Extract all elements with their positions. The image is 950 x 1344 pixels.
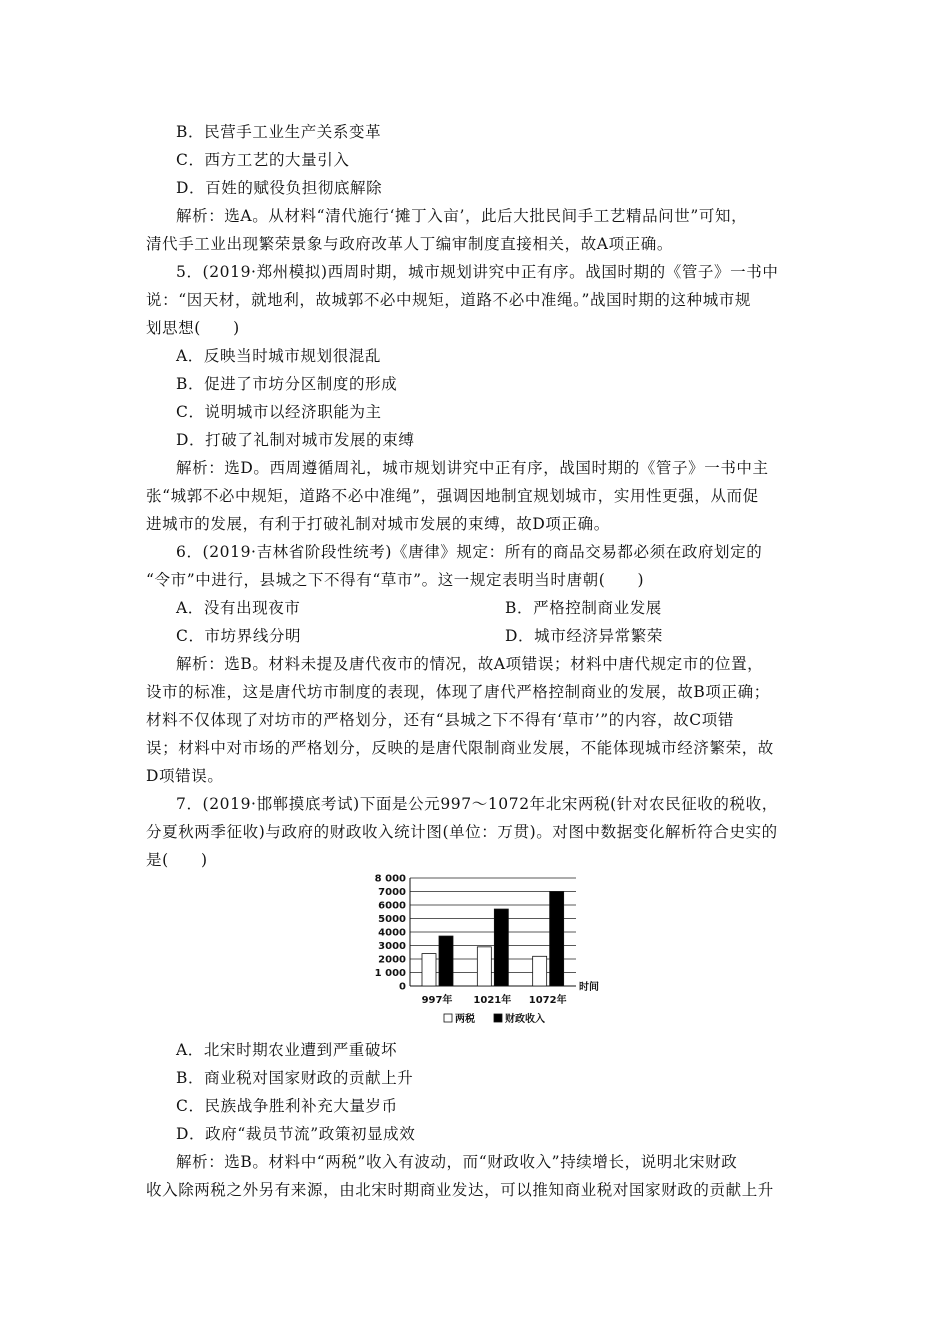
- option-a: A．没有出现夜市: [176, 599, 301, 617]
- question-7-stem: 分夏秋两季征收)与政府的财政收入统计图(单位：万贯)。对图中数据变化解析符合史实的: [146, 823, 778, 841]
- bar-two-taxes: [477, 947, 491, 986]
- y-tick-label: 1 000: [374, 968, 406, 979]
- option-a: A．反映当时城市规划很混乱: [176, 347, 381, 365]
- bar-fiscal-revenue: [494, 909, 508, 986]
- y-tick-label: 5000: [378, 914, 406, 925]
- option-d: D．百姓的赋役负担彻底解除: [176, 179, 383, 197]
- y-tick-label: 6000: [378, 900, 406, 912]
- answer-analysis: 进城市的发展，有利于打破礼制对城市发展的束缚，故D项正确。: [146, 515, 610, 533]
- legend-swatch: [444, 1014, 452, 1022]
- legend-label: 财政收入: [505, 1014, 545, 1025]
- y-tick-label: 8 000: [374, 873, 406, 885]
- bar-two-taxes: [422, 954, 436, 986]
- option-c: C．说明城市以经济职能为主: [176, 403, 382, 421]
- option-c: C．西方工艺的大量引入: [176, 151, 350, 169]
- option-d: D．打破了礼制对城市发展的束缚: [176, 431, 415, 449]
- option-b: B．促进了市坊分区制度的形成: [176, 375, 398, 393]
- x-tick-label: 1072年: [528, 995, 567, 1006]
- x-tick-label: 1021年: [473, 995, 512, 1006]
- x-axis-label: 时间: [579, 982, 599, 993]
- answer-analysis: 解析：选B。材料中“两税”收入有波动，而“财政收入”持续增长，说明北宋财政: [176, 1153, 738, 1171]
- question-5-stem: 5．(2019·郑州模拟)西周时期，城市规划讲究中正有序。战国时期的《管子》一书中: [176, 263, 779, 281]
- answer-analysis: 清代手工业出现繁荣景象与政府改革人丁编审制度直接相关，故A项正确。: [146, 235, 673, 253]
- bar-fiscal-revenue: [550, 892, 564, 987]
- answer-analysis: 解析：选B。材料未提及唐代夜市的情况，故A项错误；材料中唐代规定市的位置，: [176, 655, 764, 673]
- option-a: A．北宋时期农业遭到严重破坏: [176, 1041, 398, 1059]
- option-c: C．民族战争胜利补充大量岁币: [176, 1097, 398, 1115]
- question-6-stem: “令市”中进行，县城之下不得有“草市”。这一规定表明当时唐朝( ): [146, 571, 645, 589]
- y-tick-label: 0: [399, 981, 406, 993]
- answer-analysis: 误；材料中对市场的严格划分，反映的是唐代限制商业发展，不能体现城市经济繁荣，故: [146, 739, 774, 757]
- question-5-stem: 说：“因天材，就地利，故城郭不必中规矩，道路不必中准绳。”战国时期的这种城市规: [146, 291, 752, 309]
- answer-analysis: 收入除两税之外另有来源，由北宋时期商业发达，可以推知商业税对国家财政的贡献上升: [146, 1181, 774, 1199]
- x-tick-label: 997年: [421, 995, 453, 1006]
- answer-analysis: 解析：选D。西周遵循周礼，城市规划讲究中正有序，战国时期的《管子》一书中主: [176, 459, 769, 477]
- question-7-stem: 是( ): [146, 851, 208, 869]
- legend-swatch: [494, 1014, 502, 1022]
- y-tick-label: 7000: [378, 887, 406, 898]
- answer-analysis: 张“城郭不必中规矩，道路不必中准绳”，强调因地制宜规划城市，实用性更强，从而促: [146, 487, 759, 505]
- legend-label: 两税: [455, 1014, 475, 1025]
- bar-two-taxes: [533, 956, 547, 986]
- question-6-stem: 6．(2019·吉林省阶段性统考)《唐律》规定：所有的商品交易都必须在政府划定的: [176, 543, 763, 561]
- answer-analysis: 材料不仅体现了对坊市的严格划分，还有“县城之下不得有‘草市’”的内容，故C项错: [146, 711, 734, 729]
- option-b: B．民营手工业生产关系变革: [176, 123, 382, 141]
- option-c: C．市坊界线分明: [176, 627, 302, 645]
- answer-analysis: 解析：选A。从材料“清代施行‘摊丁入亩’，此后大批民间手工艺精品问世”可知，: [176, 207, 748, 225]
- question-5-stem: 划思想( ): [146, 319, 240, 337]
- y-tick-label: 4000: [378, 927, 406, 939]
- bar-fiscal-revenue: [439, 936, 453, 986]
- option-b: B．商业税对国家财政的贡献上升: [176, 1069, 414, 1087]
- option-d: D．城市经济异常繁荣: [505, 627, 663, 645]
- answer-analysis: 设市的标准，这是唐代坊市制度的表现，体现了唐代严格控制商业的发展，故B项正确；: [146, 683, 770, 701]
- y-tick-label: 3000: [378, 941, 406, 952]
- y-tick-label: 2000: [378, 954, 406, 966]
- option-b: B．严格控制商业发展: [505, 599, 662, 617]
- question-7-stem: 7．(2019·邯郸摸底考试)下面是公元997～1072年北宋两税(针对农民征收的税收，: [176, 795, 778, 813]
- answer-analysis: D项错误。: [146, 767, 224, 785]
- option-d: D．政府“裁员节流”政策初显成效: [176, 1125, 416, 1143]
- bar-chart: [370, 866, 610, 1036]
